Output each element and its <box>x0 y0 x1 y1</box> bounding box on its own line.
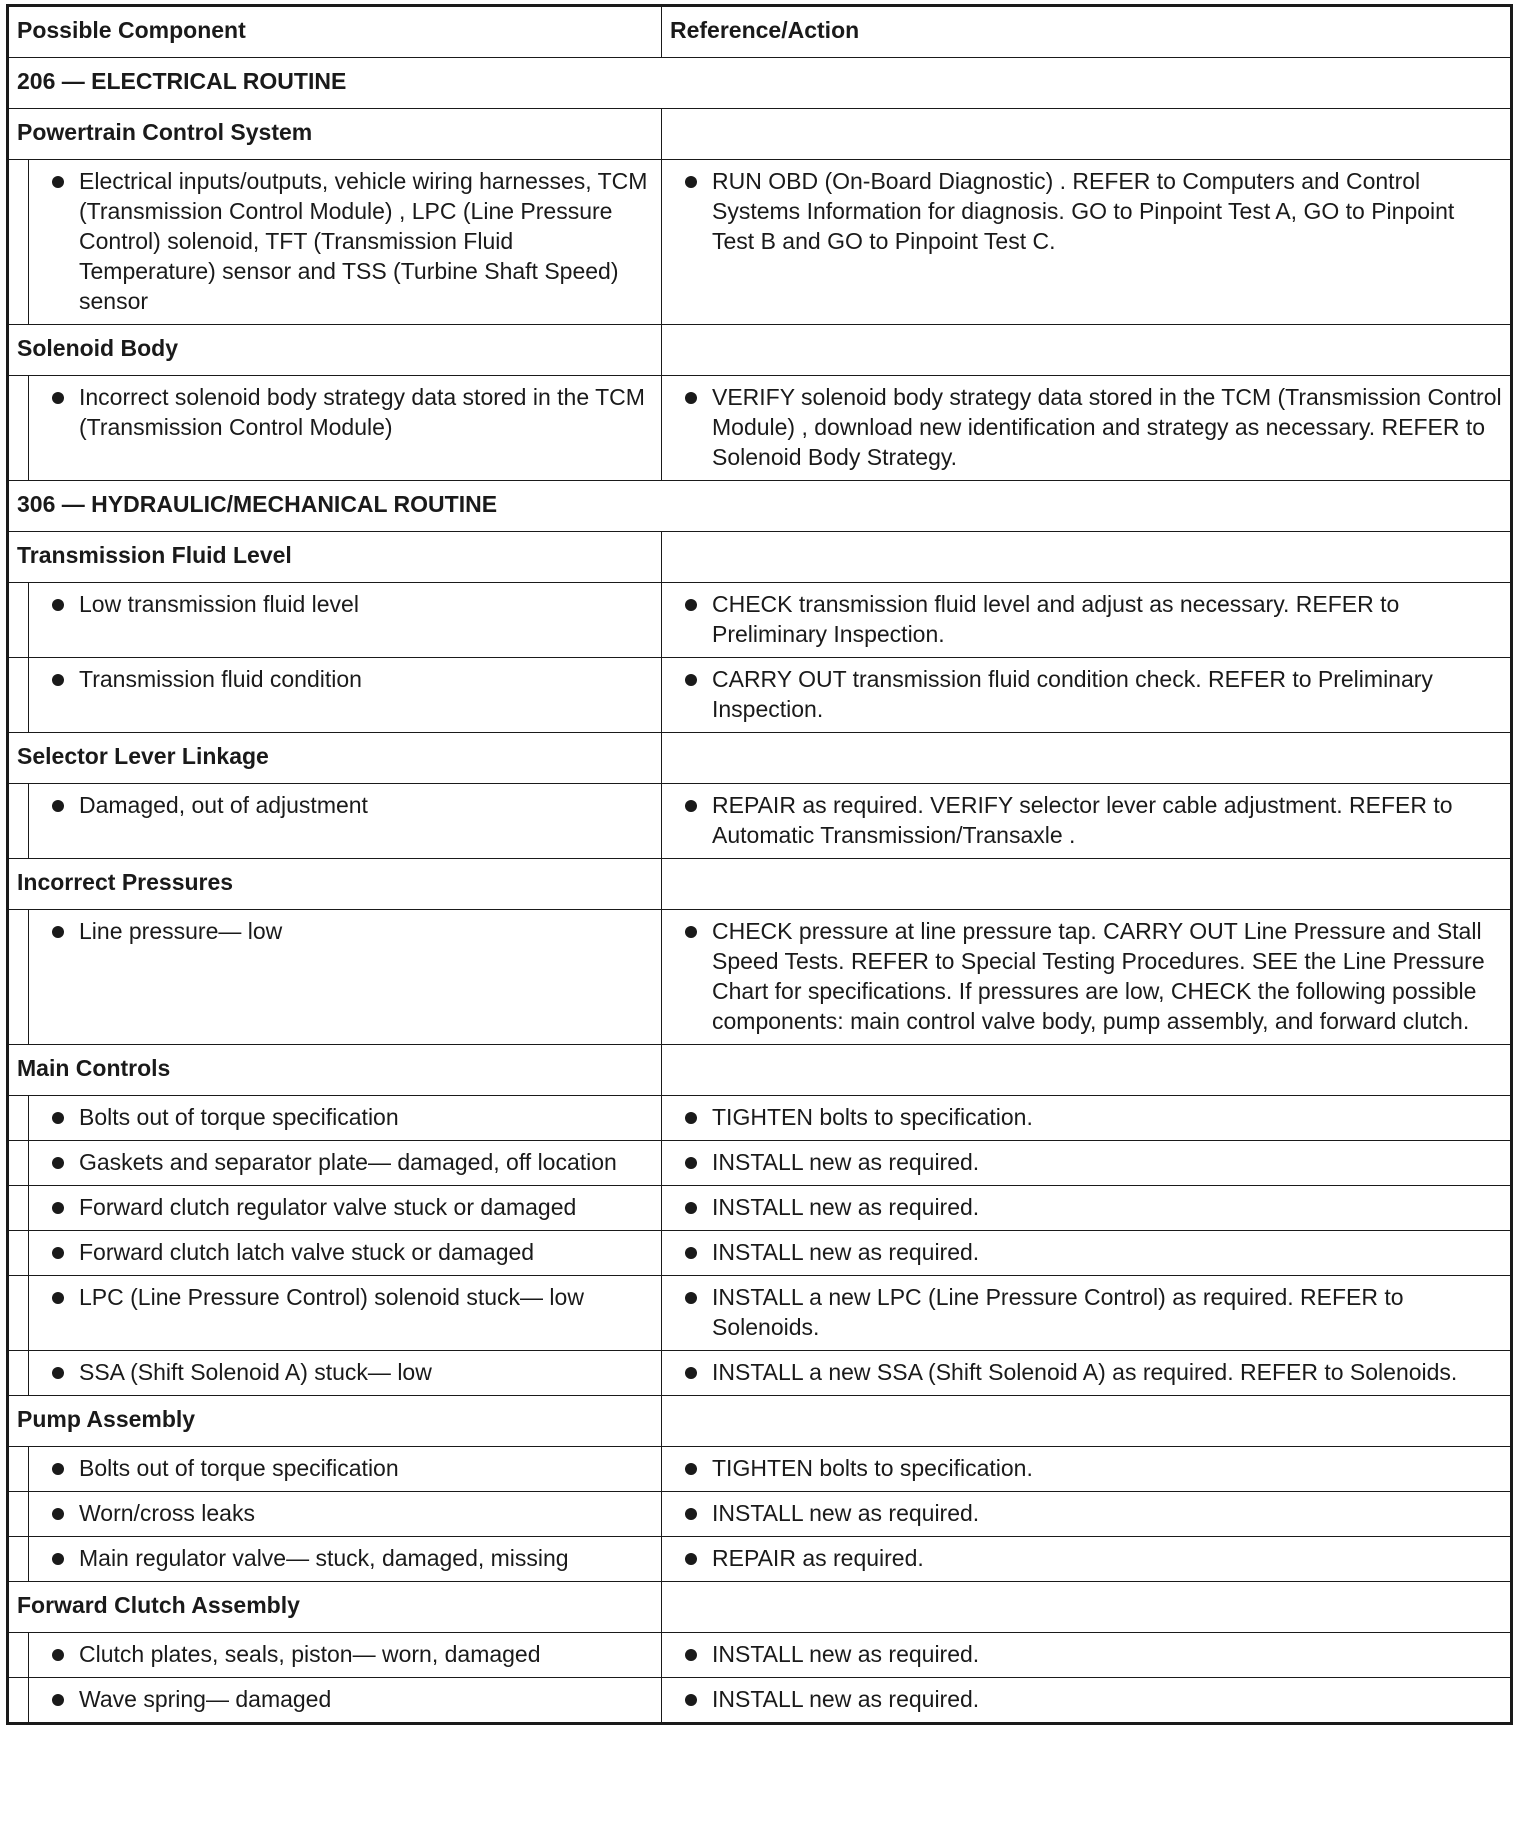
bullet-item <box>670 166 1502 256</box>
group-row <box>8 109 1512 160</box>
bullet-dot-icon <box>52 1508 64 1520</box>
bullet-dot-icon <box>52 1292 64 1304</box>
indent-cell <box>8 784 29 859</box>
bullet-dot-icon <box>685 1694 697 1706</box>
component-cell <box>29 1351 662 1396</box>
group-action-empty <box>662 1582 1512 1633</box>
indent-cell <box>8 1186 29 1231</box>
bullet-item <box>37 1684 653 1714</box>
bullet-dot-icon <box>685 926 697 938</box>
table-row <box>8 1633 1512 1678</box>
bullet-dot-icon <box>52 1649 64 1661</box>
action-text: INSTALL new as required. <box>712 1500 980 1526</box>
component-text: Gaskets and separator plate— damaged, off location <box>79 1149 617 1175</box>
action-cell <box>662 376 1512 481</box>
section-row <box>8 58 1512 109</box>
action-text: VERIFY solenoid body strategy data stored in the TCM (Transmission Control Module) , download new identification and strategy as necessary. REFER to Solenoid Body Strategy. <box>712 384 1502 470</box>
section-title: 306 — HYDRAULIC/MECHANICAL ROUTINE <box>8 481 1512 532</box>
action-text: CARRY OUT transmission fluid condition check. REFER to Preliminary Inspection. <box>712 666 1433 722</box>
group-action-empty <box>662 109 1512 160</box>
action-text: INSTALL new as required. <box>712 1239 980 1265</box>
table-row <box>8 1351 1512 1396</box>
indent-cell <box>8 1447 29 1492</box>
component-text: Main regulator valve— stuck, damaged, missing <box>79 1545 569 1571</box>
component-cell <box>29 1231 662 1276</box>
component-cell <box>29 376 662 481</box>
bullet-dot-icon <box>685 1202 697 1214</box>
component-cell <box>29 1447 662 1492</box>
group-row <box>8 1045 1512 1096</box>
bullet-item <box>670 1102 1502 1132</box>
component-text: Transmission fluid condition <box>79 666 362 692</box>
action-cell <box>662 1231 1512 1276</box>
group-action-empty <box>662 532 1512 583</box>
group-title: Selector Lever Linkage <box>8 733 662 784</box>
bullet-item <box>670 1282 1502 1342</box>
bullet-dot-icon <box>685 1463 697 1475</box>
action-text: INSTALL new as required. <box>712 1686 980 1712</box>
component-text: Bolts out of torque specification <box>79 1104 399 1130</box>
component-cell <box>29 1633 662 1678</box>
component-cell <box>29 1096 662 1141</box>
indent-cell <box>8 1633 29 1678</box>
indent-cell <box>8 658 29 733</box>
component-text: Electrical inputs/outputs, vehicle wiring harnesses, TCM (Transmission Control Module) , LPC (Line Pressure Control) solenoid, TFT (Transmission Fluid Temperature) sensor and TSS (Turbine Shaft Speed) sensor <box>79 168 648 314</box>
action-text: INSTALL a new SSA (Shift Solenoid A) as required. REFER to Solenoids. <box>712 1359 1458 1385</box>
table-row <box>8 910 1512 1045</box>
bullet-item <box>37 1147 653 1177</box>
bullet-item <box>670 1639 1502 1669</box>
bullet-dot-icon <box>685 1367 697 1379</box>
bullet-item <box>37 1237 653 1267</box>
table-row <box>8 1231 1512 1276</box>
action-cell <box>662 1096 1512 1141</box>
action-cell <box>662 1537 1512 1582</box>
group-action-empty <box>662 325 1512 376</box>
component-text: LPC (Line Pressure Control) solenoid stuck— low <box>79 1284 584 1310</box>
bullet-dot-icon <box>52 176 64 188</box>
component-text: Clutch plates, seals, piston— worn, damaged <box>79 1641 541 1667</box>
bullet-item <box>670 664 1502 724</box>
indent-cell <box>8 1096 29 1141</box>
bullet-dot-icon <box>52 1694 64 1706</box>
action-cell <box>662 1186 1512 1231</box>
action-text: REPAIR as required. <box>712 1545 924 1571</box>
component-text: Worn/cross leaks <box>79 1500 255 1526</box>
bullet-item <box>37 166 653 316</box>
bullet-dot-icon <box>685 1553 697 1565</box>
bullet-item <box>37 1192 653 1222</box>
bullet-item <box>670 1684 1502 1714</box>
indent-cell <box>8 583 29 658</box>
table-row <box>8 160 1512 325</box>
indent-cell <box>8 376 29 481</box>
table-row <box>8 1447 1512 1492</box>
indent-cell <box>8 1351 29 1396</box>
bullet-item <box>670 1453 1502 1483</box>
action-cell <box>662 1633 1512 1678</box>
bullet-item <box>37 382 653 442</box>
table-row <box>8 1096 1512 1141</box>
component-text: Bolts out of torque specification <box>79 1455 399 1481</box>
group-title: Incorrect Pressures <box>8 859 662 910</box>
component-cell <box>29 1141 662 1186</box>
bullet-item <box>37 1543 653 1573</box>
bullet-dot-icon <box>52 926 64 938</box>
bullet-item <box>37 664 653 694</box>
header-possible-component: Possible Component <box>8 6 662 58</box>
section-row <box>8 481 1512 532</box>
bullet-dot-icon <box>685 800 697 812</box>
bullet-item <box>37 1357 653 1387</box>
bullet-item <box>670 589 1502 649</box>
bullet-dot-icon <box>52 1112 64 1124</box>
table-row <box>8 1141 1512 1186</box>
bullet-dot-icon <box>685 1247 697 1259</box>
group-title: Pump Assembly <box>8 1396 662 1447</box>
bullet-dot-icon <box>52 674 64 686</box>
bullet-dot-icon <box>685 1112 697 1124</box>
indent-cell <box>8 1678 29 1724</box>
action-cell <box>662 1276 1512 1351</box>
bullet-item <box>37 1282 653 1312</box>
table-row <box>8 376 1512 481</box>
component-cell <box>29 658 662 733</box>
bullet-item <box>37 1453 653 1483</box>
group-title: Powertrain Control System <box>8 109 662 160</box>
bullet-dot-icon <box>52 1553 64 1565</box>
component-text: Damaged, out of adjustment <box>79 792 368 818</box>
bullet-item <box>670 1357 1502 1387</box>
action-text: INSTALL new as required. <box>712 1194 980 1220</box>
group-row <box>8 733 1512 784</box>
indent-cell <box>8 1141 29 1186</box>
component-text: Incorrect solenoid body strategy data stored in the TCM (Transmission Control Module) <box>79 384 645 440</box>
component-cell <box>29 1276 662 1351</box>
bullet-dot-icon <box>52 800 64 812</box>
indent-cell <box>8 1537 29 1582</box>
group-row <box>8 1396 1512 1447</box>
table-row <box>8 1186 1512 1231</box>
header-row <box>8 6 1512 58</box>
group-row <box>8 859 1512 910</box>
bullet-item <box>670 1192 1502 1222</box>
table-row <box>8 583 1512 658</box>
indent-cell <box>8 1492 29 1537</box>
bullet-dot-icon <box>685 599 697 611</box>
bullet-item <box>37 1498 653 1528</box>
action-text: INSTALL new as required. <box>712 1149 980 1175</box>
component-text: SSA (Shift Solenoid A) stuck— low <box>79 1359 432 1385</box>
group-title: Transmission Fluid Level <box>8 532 662 583</box>
group-title: Forward Clutch Assembly <box>8 1582 662 1633</box>
group-row <box>8 1582 1512 1633</box>
bullet-item <box>37 1102 653 1132</box>
bullet-item <box>670 1147 1502 1177</box>
component-cell <box>29 1492 662 1537</box>
indent-cell <box>8 160 29 325</box>
bullet-dot-icon <box>685 1508 697 1520</box>
component-cell <box>29 1678 662 1724</box>
action-cell <box>662 784 1512 859</box>
table-row <box>8 658 1512 733</box>
action-cell <box>662 658 1512 733</box>
diagnostic-table <box>6 4 1513 1725</box>
action-cell <box>662 160 1512 325</box>
action-text: TIGHTEN bolts to specification. <box>712 1104 1033 1130</box>
component-text: Forward clutch regulator valve stuck or damaged <box>79 1194 577 1220</box>
bullet-item <box>37 790 653 820</box>
bullet-dot-icon <box>685 674 697 686</box>
bullet-item <box>670 1237 1502 1267</box>
bullet-item <box>670 382 1502 472</box>
table-row <box>8 1492 1512 1537</box>
table-row <box>8 1678 1512 1724</box>
table-row <box>8 784 1512 859</box>
component-cell <box>29 583 662 658</box>
bullet-dot-icon <box>52 599 64 611</box>
table-row <box>8 1276 1512 1351</box>
action-text: CHECK transmission fluid level and adjust as necessary. REFER to Preliminary Inspection. <box>712 591 1400 647</box>
bullet-dot-icon <box>52 1463 64 1475</box>
bullet-dot-icon <box>52 1367 64 1379</box>
bullet-item <box>37 1639 653 1669</box>
bullet-item <box>670 790 1502 850</box>
bullet-dot-icon <box>685 176 697 188</box>
component-cell <box>29 1537 662 1582</box>
component-text: Line pressure— low <box>79 918 283 944</box>
indent-cell <box>8 1231 29 1276</box>
group-row <box>8 325 1512 376</box>
component-cell <box>29 160 662 325</box>
action-cell <box>662 1492 1512 1537</box>
group-action-empty <box>662 859 1512 910</box>
action-cell <box>662 1447 1512 1492</box>
component-cell <box>29 784 662 859</box>
indent-cell <box>8 910 29 1045</box>
bullet-item <box>37 916 653 946</box>
action-cell <box>662 1351 1512 1396</box>
action-text: INSTALL a new LPC (Line Pressure Control) as required. REFER to Solenoids. <box>712 1284 1404 1340</box>
action-text: TIGHTEN bolts to specification. <box>712 1455 1033 1481</box>
component-text: Low transmission fluid level <box>79 591 359 617</box>
bullet-dot-icon <box>52 1247 64 1259</box>
action-cell <box>662 1678 1512 1724</box>
bullet-dot-icon <box>52 1157 64 1169</box>
group-action-empty <box>662 1396 1512 1447</box>
bullet-dot-icon <box>685 1157 697 1169</box>
bullet-dot-icon <box>52 1202 64 1214</box>
component-cell <box>29 910 662 1045</box>
group-row <box>8 532 1512 583</box>
section-title: 206 — ELECTRICAL ROUTINE <box>8 58 1512 109</box>
indent-cell <box>8 1276 29 1351</box>
table-body <box>8 6 1512 1724</box>
bullet-dot-icon <box>685 392 697 404</box>
bullet-item <box>670 1543 1502 1573</box>
group-action-empty <box>662 733 1512 784</box>
bullet-dot-icon <box>685 1649 697 1661</box>
group-title: Main Controls <box>8 1045 662 1096</box>
action-text: CHECK pressure at line pressure tap. CARRY OUT Line Pressure and Stall Speed Tests. REFER to Special Testing Procedures. SEE the Line Pressure Chart for specifications. If pressures are low, CHECK the following possible components: main control valve body, pump assembly, and forward clutch. <box>712 918 1485 1034</box>
group-title: Solenoid Body <box>8 325 662 376</box>
action-cell <box>662 910 1512 1045</box>
bullet-item <box>670 916 1502 1036</box>
header-reference-action: Reference/Action <box>662 6 1512 58</box>
action-text: RUN OBD (On-Board Diagnostic) . REFER to Computers and Control Systems Information for diagnosis. GO to Pinpoint Test A, GO to Pinpoint Test B and GO to Pinpoint Test C. <box>712 168 1455 254</box>
bullet-dot-icon <box>52 392 64 404</box>
component-text: Wave spring— damaged <box>79 1686 332 1712</box>
component-cell <box>29 1186 662 1231</box>
component-text: Forward clutch latch valve stuck or damaged <box>79 1239 535 1265</box>
table-row <box>8 1537 1512 1582</box>
action-cell <box>662 583 1512 658</box>
action-text: INSTALL new as required. <box>712 1641 980 1667</box>
action-text: REPAIR as required. VERIFY selector lever cable adjustment. REFER to Automatic Transmission/Transaxle . <box>712 792 1453 848</box>
bullet-dot-icon <box>685 1292 697 1304</box>
action-cell <box>662 1141 1512 1186</box>
bullet-item <box>670 1498 1502 1528</box>
bullet-item <box>37 589 653 619</box>
group-action-empty <box>662 1045 1512 1096</box>
